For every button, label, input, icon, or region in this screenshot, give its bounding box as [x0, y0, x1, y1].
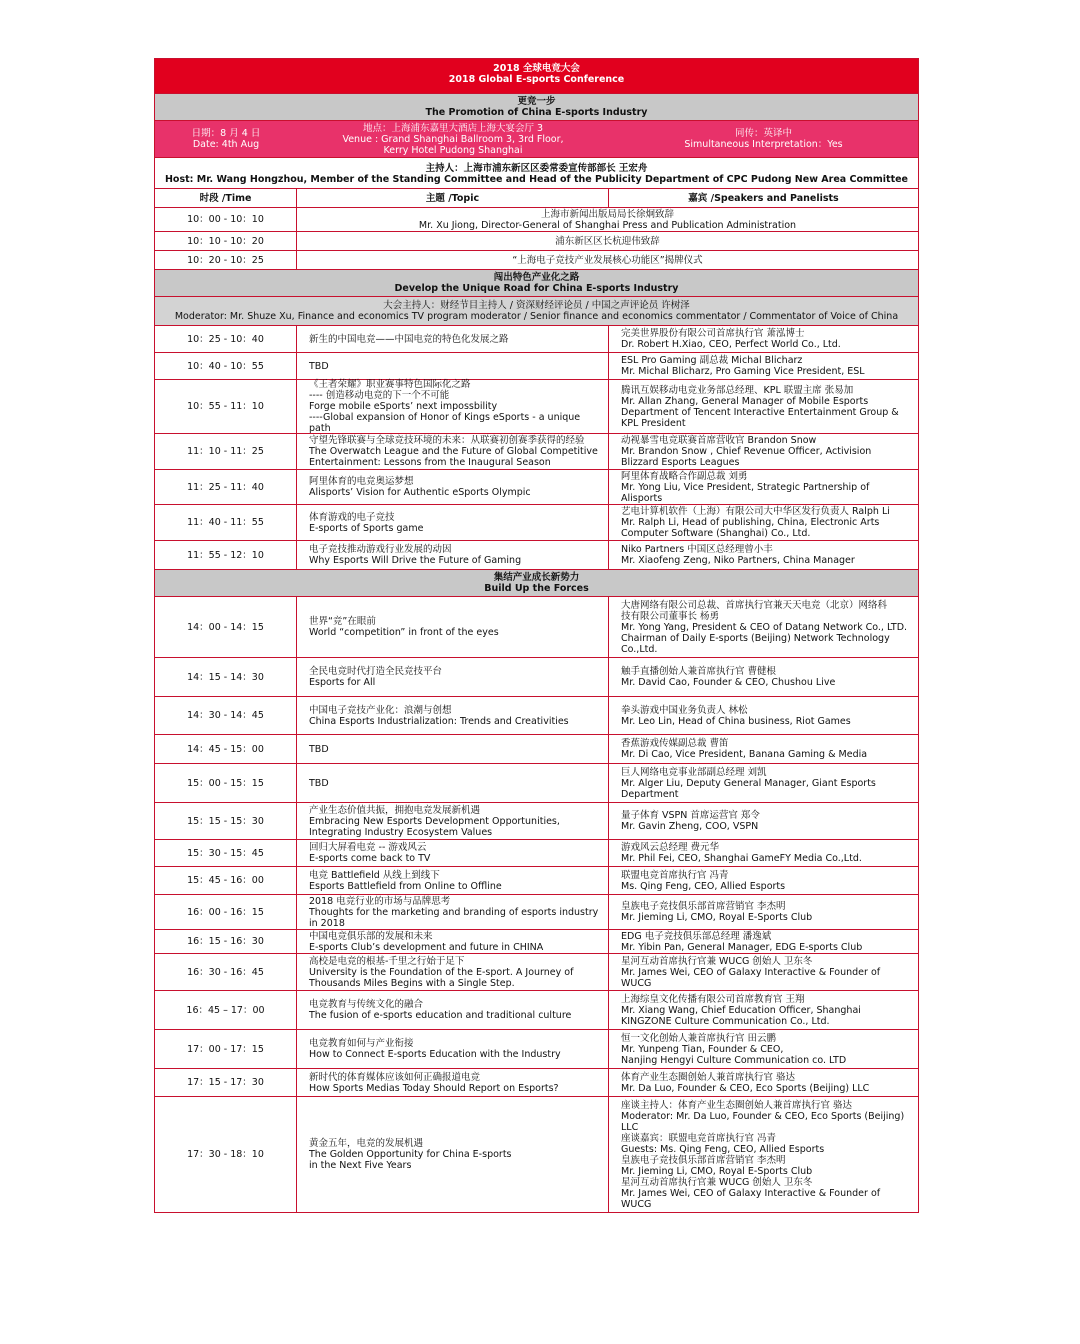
speakers-cell-line: 大唐网络有限公司总裁、首席执行官兼天天电竞（北京）网络科 — [621, 599, 888, 611]
topic-cell-line: Esports for All — [309, 677, 376, 688]
speakers-cell-line: Mr. Di Cao, Vice President, Banana Gaming & Media — [621, 749, 868, 760]
topic-cell — [297, 326, 609, 352]
topic-cell-line: 中国电子竞技产业化：浪潮与创想 — [309, 704, 452, 716]
session-row — [155, 802, 918, 839]
speakers-cell-line: 上海综皇文化传播有限公司首席教育官 王翔 — [621, 993, 805, 1005]
speakers-cell — [609, 840, 918, 866]
topic-cell-line: 新时代的体育媒体应该如何正确报道电竞 — [309, 1071, 481, 1083]
moderator-row — [155, 296, 918, 325]
speakers-cell-line: 联盟电竞首席执行官 冯青 — [621, 869, 729, 881]
opening-content — [297, 232, 918, 250]
date-cn: 日期：8 月 4 日 — [191, 128, 261, 139]
speakers-cell-line: Mr. Da Luo, Founder & CEO, Eco Sports (Beijing) LLC — [621, 1082, 870, 1094]
speakers-cell — [609, 658, 918, 696]
speakers-cell-line: Mr. Yunpeng Tian, Founder & CEO, — [621, 1043, 784, 1055]
speakers-cell-line: LLC — [621, 1121, 639, 1133]
time-cell: 15：15 - 15：30 — [155, 803, 297, 839]
topic-cell-line: The fusion of e-sports education and traditional culture — [309, 1010, 572, 1021]
topic-cell — [297, 470, 609, 504]
speakers-cell-line: Computer Software (Shanghai) Co., Ltd. — [621, 528, 811, 539]
info-bar — [155, 120, 918, 157]
speakers-cell-line: Mr. Xiang Wang, Chief Education Officer, Shanghai — [621, 1004, 861, 1016]
opening-rows — [155, 207, 918, 269]
speakers-cell-line: 阿里体育战略合作副总裁 刘勇 — [621, 470, 748, 482]
speakers-cell — [609, 697, 918, 734]
column-header-row — [155, 188, 918, 207]
time-cell: 16：45 – 17：00 — [155, 991, 297, 1029]
section-title-cn: 闯出特色产业化之路 — [493, 272, 580, 283]
topic-cell-line: Thousands Miles Begins with a Single Step. — [309, 977, 515, 989]
section-header-1 — [155, 93, 918, 120]
speakers-cell — [609, 470, 918, 504]
time-cell: 11：55 - 12：10 — [155, 541, 297, 569]
speakers-cell-line: Alisports — [621, 492, 663, 504]
speakers-cell-line: 动视暴雪电竞联赛首席营收官 Brandon Snow — [621, 435, 817, 446]
topic-cell-line: E-sports come back to TV — [309, 853, 431, 864]
topic-cell-line: ---- 创造移动电竞的下一个不可能 — [309, 390, 450, 401]
topic-cell-line: 产业生态价值共振，拥抱电竞发展新机遇 — [309, 804, 481, 816]
col-speakers-header: 嘉宾 /Speakers and Panelists — [688, 192, 839, 204]
speakers-cell — [609, 326, 918, 352]
col-topic-header: 主题 /Topic — [297, 189, 609, 207]
venue-cn: 地点：上海浦东嘉里大酒店上海大宴会厅 3 — [362, 122, 544, 134]
speakers-cell — [609, 991, 918, 1029]
title-en: 2018 Global E-sports Conference — [448, 74, 625, 85]
speakers-cell-line: 腾讯互娱移动电竞业务部总经理、KPL 联盟主席 张易加 — [621, 384, 854, 396]
topic-cell — [297, 658, 609, 696]
speakers-cell-line: 星河互动首席执行官兼 WUCG 创始人 卫东冬 — [621, 1176, 813, 1188]
section-header-3 — [155, 569, 918, 596]
topic-cell-line: Embracing New Esports Development Opportunities, — [309, 815, 560, 827]
topic-cell — [297, 803, 609, 839]
topic-cell-line: Why Esports Will Drive the Future of Gaming — [309, 555, 522, 566]
speakers-cell-line: Mr. Jieming Li, CMO, Royal E-Sports Club — [621, 912, 813, 923]
session-row — [155, 839, 918, 866]
speakers-cell — [609, 597, 918, 657]
topic-cell — [297, 541, 609, 569]
speakers-cell-line: KINGZONE Culture Communication Co., Ltd. — [621, 1015, 830, 1027]
topic-cell-line: E-sports of Sports game — [309, 522, 424, 534]
topic-cell — [297, 353, 609, 379]
speakers-cell-line: Mr. Michal Blicharz, Pro Gaming Vice President, ESL — [621, 366, 865, 377]
time-cell: 14：00 - 14：15 — [155, 597, 297, 657]
time-cell: 14：45 - 15：00 — [155, 735, 297, 763]
topic-cell-line: ----Global expansion of Honor of Kings eSports - a unique — [309, 412, 581, 423]
speakers-cell-line: Mr. James Wei, CEO of Galaxy Interactive & Founder of — [621, 966, 881, 978]
speakers-cell — [609, 434, 918, 469]
speakers-cell-line: Mr. David Cao, Founder & CEO, Chushou Live — [621, 677, 836, 688]
session-rows-3 — [155, 596, 918, 1212]
session-row — [155, 1029, 918, 1068]
topic-cell-line: TBD — [309, 743, 329, 755]
time-cell: 15：30 - 15：45 — [155, 840, 297, 866]
speakers-cell-line: 座谈主持人：体育产业生态圈创始人兼首席执行官 骆达 — [621, 1099, 853, 1111]
speakers-cell-line: 恒一文化创始人兼首席执行官 田云鹏 — [621, 1032, 777, 1044]
topic-cell — [297, 735, 609, 763]
speakers-cell-line: 香蕉游戏传媒副总裁 曹笛 — [621, 738, 729, 749]
topic-cell-line: path — [309, 423, 331, 434]
speakers-cell-line: Mr. Leo Lin, Head of China business, Riot Games — [621, 715, 851, 727]
topic-cell-line: 世界“竞”在眼前 — [309, 616, 376, 627]
session-row — [155, 696, 918, 734]
topic-cell — [297, 1097, 609, 1212]
interpretation-cell — [609, 121, 918, 157]
time-cell: 16：30 - 16：45 — [155, 954, 297, 990]
speakers-cell — [609, 954, 918, 990]
speakers-cell — [609, 1069, 918, 1096]
session-row — [155, 866, 918, 894]
speakers-cell-line: Moderator: Mr. Da Luo, Founder & CEO, Eco Sports (Beijing) — [621, 1110, 905, 1122]
speakers-cell-line: 艺电计算机软件（上海）有限公司大中华区发行负责人 Ralph Li — [621, 506, 890, 517]
speakers-cell-line: Mr. Allan Zhang, General Manager of Mobile Esports — [621, 395, 869, 407]
topic-cell-line: Forge mobile eSports’ next impossbility — [309, 401, 498, 412]
speakers-cell — [609, 380, 918, 433]
speakers-cell — [609, 735, 918, 763]
speakers-cell — [609, 353, 918, 379]
speakers-cell-line: 技有限公司董事长 杨勇 — [621, 610, 720, 622]
speakers-cell — [609, 1097, 918, 1212]
topic-cell-line: How Sports Medias Today Should Report on Esports? — [309, 1082, 559, 1094]
time-cell: 10：40 - 10：55 — [155, 353, 297, 379]
speakers-cell-line: Guests: Ms. Qing Feng, CEO, Allied Esports — [621, 1143, 825, 1155]
speakers-cell-line: 巨人网络电竞事业部副总经理 刘凯 — [621, 766, 767, 778]
topic-cell-line: 守望先锋联赛与全球竞技环境的未来：从联赛初创赛季获得的经验 — [309, 435, 585, 446]
topic-cell-line: Entertainment: Lessons from the Inaugural Season — [309, 457, 551, 468]
session-row — [155, 1068, 918, 1096]
speakers-cell-line: Mr. Gavin Zheng, COO, VSPN — [621, 821, 759, 832]
session-row — [155, 325, 918, 352]
section-header-2 — [155, 269, 918, 296]
speakers-cell — [609, 541, 918, 569]
speakers-cell — [609, 1030, 918, 1068]
time-cell: 15：00 - 15：15 — [155, 764, 297, 802]
topic-cell-line: Alisports’ Vision for Authentic eSports Olympic — [309, 487, 531, 498]
speakers-cell-line: 拳头游戏中国业务负责人 林松 — [621, 704, 748, 716]
topic-cell-line: Thoughts for the marketing and branding of esports industry — [309, 906, 599, 918]
speakers-cell-line: Mr. Yong Liu, Vice President, Strategic Partnership of — [621, 481, 870, 493]
interp-en: Simultaneous Interpretation：Yes — [684, 139, 843, 150]
time-cell: 11：10 - 11：25 — [155, 434, 297, 469]
topic-cell-line: 阿里体育的电竞奥运梦想 — [309, 476, 414, 487]
time-cell: 10：55 - 11：10 — [155, 380, 297, 433]
topic-cell — [297, 764, 609, 802]
topic-cell — [297, 697, 609, 734]
topic-cell-line: 回归大屏看电竞 -- 游戏风云 — [309, 842, 427, 853]
speakers-cell-line: Mr. Alger Liu, Deputy General Manager, Giant Esports — [621, 777, 876, 789]
session-row — [155, 894, 918, 929]
time-cell: 16：15 - 16：30 — [155, 930, 297, 953]
speakers-cell-line: Co.,Ltd. — [621, 643, 658, 655]
speakers-cell-line: 游戏风云总经理 费元华 — [621, 842, 720, 853]
opening-content-line: Mr. Xu Jiong, Director-General of Shanghai Press and Publication Administration — [418, 219, 797, 231]
session-row — [155, 953, 918, 990]
speakers-cell-line: KPL President — [621, 417, 686, 429]
topic-cell — [297, 1069, 609, 1096]
topic-cell-line: 体育游戏的电子竞技 — [309, 511, 395, 523]
topic-cell-line: TBD — [309, 777, 329, 789]
speakers-cell — [609, 930, 918, 953]
opening-row — [155, 207, 918, 231]
title-cn: 2018 全球电竞大会 — [493, 63, 580, 74]
speakers-cell-line: Blizzard Esports Leagues — [621, 457, 740, 468]
speakers-cell-line: Niko Partners 中国区总经理曾小丰 — [621, 544, 773, 555]
time-cell: 17：30 - 18：10 — [155, 1097, 297, 1212]
speakers-cell-line: Mr. Yong Yang, President & CEO of Datang Network Co., LTD. — [621, 621, 908, 633]
opening-row — [155, 231, 918, 250]
topic-cell — [297, 930, 609, 953]
speakers-cell-line: Department — [621, 788, 679, 800]
venue-en-2: Kerry Hotel Pudong Shanghai — [383, 144, 523, 156]
host-row — [155, 157, 918, 188]
topic-cell-line: The Overwatch League and the Future of Global Competitive — [309, 446, 598, 457]
moderator-cn: 大会主持人：财经节目主持人 / 资深财经评论员 / 中国之声评论员 许树泽 — [383, 300, 690, 311]
speakers-cell-line: Mr. Xiaofeng Zeng, Niko Partners, China Manager — [621, 555, 855, 566]
speakers-cell-line: 星河互动首席执行官兼 WUCG 创始人 卫东冬 — [621, 955, 813, 967]
time-cell: 17：15 - 17：30 — [155, 1069, 297, 1096]
topic-cell-line: 中国电竞俱乐部的发展和未来 — [309, 930, 433, 942]
speakers-cell-line: Mr. Brandon Snow , Chief Revenue Officer, Activision — [621, 446, 872, 457]
speakers-cell-line: EDG 电子竞技俱乐部总经理 潘逸斌 — [621, 930, 772, 942]
topic-cell — [297, 840, 609, 866]
speakers-cell-line: WUCG — [621, 977, 652, 989]
opening-row — [155, 250, 918, 269]
topic-cell-line: 全民电竞时代打造全民竞技平台 — [309, 666, 443, 677]
speakers-cell-line: 量子体育 VSPN 首席运营官 郑令 — [621, 810, 760, 821]
topic-cell — [297, 434, 609, 469]
topic-cell — [297, 867, 609, 894]
opening-content-line: “上海电子竞技产业发展核心功能区”揭牌仪式 — [512, 254, 703, 266]
speakers-cell-line: 皇族电子竞技俱乐部首席营销官 李杰明 — [621, 901, 786, 912]
topic-cell-line: in 2018 — [309, 917, 345, 929]
topic-cell-line: 高校是电竞的根基-千里之行始于足下 — [309, 955, 465, 967]
time-cell: 15：45 - 16：00 — [155, 867, 297, 894]
session-row — [155, 929, 918, 953]
speakers-cell-line: Department of Tencent Interactive Entertainment Group & — [621, 406, 899, 418]
topic-cell — [297, 991, 609, 1029]
opening-content-line: 浦东新区区长杭迎伟致辞 — [555, 235, 660, 247]
speakers-cell-line: Ms. Qing Feng, CEO, Allied Esports — [621, 880, 786, 892]
date-cell — [155, 121, 297, 157]
speakers-cell-line: Mr. Ralph Li, Head of publishing, China, Electronic Arts — [621, 517, 880, 528]
topic-cell — [297, 895, 609, 929]
col-time-header: 时段 /Time — [155, 189, 297, 207]
date-en: Date: 4th Aug — [192, 139, 260, 150]
topic-cell-line: How to Connect E-sports Education with the Industry — [309, 1049, 561, 1060]
speakers-cell — [609, 505, 918, 540]
topic-cell — [297, 597, 609, 657]
topic-cell-line: 电竞教育与传统文化的融合 — [309, 999, 424, 1010]
session-row — [155, 657, 918, 696]
topic-cell — [297, 954, 609, 990]
speakers-cell-line: Dr. Robert H.Xiao, CEO, Perfect World Co., Ltd. — [621, 339, 841, 350]
speakers-cell-line: Nanjing Hengyi Culture Communication co. LTD — [621, 1054, 847, 1066]
session-row — [155, 469, 918, 504]
opening-content — [297, 251, 918, 269]
session-row — [155, 763, 918, 802]
venue-en-1: Venue : Grand Shanghai Ballroom 3, 3rd Floor, — [342, 133, 564, 145]
speakers-cell-line: Chairman of Daily E-sports (Beijing) Network Technology — [621, 632, 890, 644]
speakers-cell — [609, 803, 918, 839]
time-cell: 14：30 - 14：45 — [155, 697, 297, 734]
host-cn: 主持人：上海市浦东新区区委常委宣传部部长 王宏舟 — [425, 163, 648, 174]
speakers-cell-line: 触手直播创始人兼首席执行官 曹健根 — [621, 666, 777, 677]
topic-cell-line: China Esports Industrialization: Trends and Creativities — [309, 715, 569, 727]
section-title-en: Develop the Unique Road for China E-sports Industry — [394, 283, 679, 294]
topic-cell-line: TBD — [309, 360, 329, 372]
speakers-cell — [609, 867, 918, 894]
session-row — [155, 433, 918, 469]
time-cell: 10：00 - 10：10 — [155, 208, 297, 231]
time-cell: 10：25 - 10：40 — [155, 326, 297, 352]
session-row — [155, 379, 918, 433]
section-title-cn: 集结产业成长新势力 — [493, 572, 580, 583]
time-cell: 11：40 - 11：55 — [155, 505, 297, 540]
agenda-document — [154, 58, 919, 1213]
speakers-cell-line: Mr. Yibin Pan, General Manager, EDG E-sports Club — [621, 941, 863, 953]
speakers-cell-line: 体育产业生态圈创始人兼首席执行官 骆达 — [621, 1071, 796, 1083]
topic-cell-line: University is the Foundation of the E-sport. A Journey of — [309, 966, 574, 978]
session-row — [155, 734, 918, 763]
topic-cell-line: in the Next Five Years — [309, 1160, 412, 1171]
speakers-cell-line: 座谈嘉宾：联盟电竞首席执行官 冯青 — [621, 1132, 777, 1144]
topic-cell-line: 《王者荣耀》职业赛事特色国际化之路 — [309, 379, 471, 390]
time-cell: 10：10 - 10：20 — [155, 232, 297, 250]
session-rows-2 — [155, 325, 918, 569]
session-row — [155, 352, 918, 379]
time-cell: 17：00 - 17：15 — [155, 1030, 297, 1068]
section-title-en: The Promotion of China E-sports Industry — [425, 107, 648, 118]
speakers-cell-line: Mr. Jieming Li, CMO, Royal E-Sports Club — [621, 1165, 813, 1177]
time-cell: 16：00 - 16：15 — [155, 895, 297, 929]
topic-cell-line: World “competition” in front of the eyes — [309, 627, 499, 638]
topic-cell — [297, 1030, 609, 1068]
session-row — [155, 504, 918, 540]
topic-cell-line: Integrating Industry Ecosystem Values — [309, 826, 493, 838]
section-title-en: Build Up the Forces — [484, 583, 589, 594]
topic-cell-line: E-sports Club’s development and future in CHINA — [309, 941, 544, 953]
topic-cell-line: 黄金五年，电竞的发展机遇 — [309, 1138, 424, 1149]
opening-content — [297, 208, 918, 231]
topic-cell-line: Esports Battlefield from Online to Offline — [309, 880, 502, 892]
time-cell: 11：25 - 11：40 — [155, 470, 297, 504]
session-row — [155, 540, 918, 569]
interp-cn: 同传：英译中 — [734, 128, 792, 139]
speakers-cell — [609, 895, 918, 929]
time-cell: 14：15 - 14：30 — [155, 658, 297, 696]
time-cell: 10：20 - 10：25 — [155, 251, 297, 269]
topic-cell — [297, 380, 609, 433]
venue-cell — [297, 121, 609, 157]
speakers-cell-line: ESL Pro Gaming 副总裁 Michal Blicharz — [621, 355, 803, 366]
topic-cell-line: 2018 电竞行业的市场与品牌思考 — [309, 895, 451, 907]
speakers-cell-line: Mr. Phil Fei, CEO, Shanghai GameFY Media Co.,Ltd. — [621, 853, 862, 864]
topic-cell-line: 电竞教育如何与产业衔接 — [309, 1038, 414, 1049]
topic-cell-line: 电子竞技推动游戏行业发展的动因 — [309, 544, 452, 555]
opening-content-line: 上海市新闻出版局局长徐炯致辞 — [540, 208, 674, 220]
section-title-cn: 更竞一步 — [517, 96, 556, 107]
speakers-cell-line: 皇族电子竞技俱乐部首席营销官 李杰明 — [621, 1154, 786, 1166]
session-row — [155, 1096, 918, 1212]
conference-title — [155, 59, 918, 93]
topic-cell-line: The Golden Opportunity for China E-sports — [309, 1149, 512, 1160]
speakers-cell-line: Mr. James Wei, CEO of Galaxy Interactive & Founder of — [621, 1187, 881, 1199]
session-row — [155, 596, 918, 657]
topic-cell — [297, 505, 609, 540]
speakers-cell-line: WUCG — [621, 1198, 652, 1210]
topic-cell-line: 新生的中国电竞——中国电竞的特色化发展之路 — [309, 333, 509, 345]
speakers-cell-line: 完美世界股份有限公司首席执行官 萧泓博士 — [621, 328, 805, 339]
host-en: Host: Mr. Wang Hongzhou, Member of the Standing Committee and Head of the Publicity Department of CPC Pudong New Area Committee — [164, 174, 908, 185]
topic-cell-line: 电竞 Battlefield 从线上到线下 — [309, 869, 440, 881]
session-row — [155, 990, 918, 1029]
moderator-en: Moderator: Mr. Shuze Xu, Finance and economics TV program moderator / Senior finance and economics commentator / Commentator of Voice of China — [174, 311, 899, 322]
speakers-cell — [609, 764, 918, 802]
